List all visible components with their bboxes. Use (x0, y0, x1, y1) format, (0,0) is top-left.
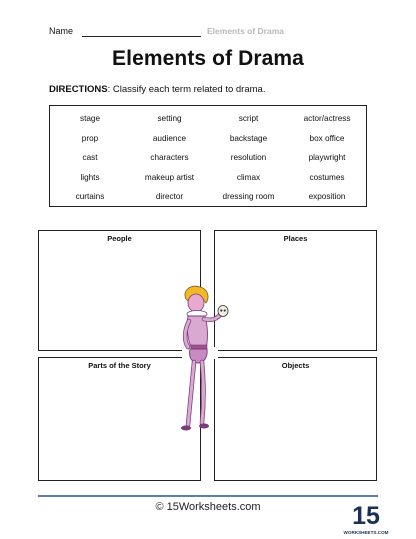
word-bank-term: curtains (75, 192, 105, 201)
objects-box-title: Objects (281, 361, 310, 370)
footer-divider (38, 495, 378, 497)
word-bank-term: director (155, 192, 184, 201)
word-bank-term: actor/actress (303, 114, 351, 123)
word-bank-term: audience (152, 133, 187, 143)
directions-label: DIRECTIONS (49, 84, 108, 95)
story-box-title: Parts of the Story (88, 361, 151, 370)
word-bank-term: script (238, 114, 259, 123)
people-box-title: People (107, 234, 132, 243)
word-bank-term: characters (150, 153, 189, 162)
word-bank-term: cast (82, 153, 98, 162)
actor-with-skull-illustration (160, 285, 240, 435)
logo-number: 15 (352, 502, 380, 530)
directions-text: : Classify each term related to drama. (107, 84, 266, 95)
word-bank-term: climax (236, 172, 261, 182)
word-bank-term: dressing room (222, 192, 275, 201)
word-bank-term: stage (79, 114, 101, 123)
page-title: Elements of Drama (112, 47, 304, 70)
word-bank-term: box office (309, 133, 345, 143)
worksheets-logo (343, 500, 389, 537)
word-bank-term: backstage (229, 133, 268, 143)
word-bank-term: makeup artist (144, 172, 195, 182)
word-bank-term: costumes (309, 172, 345, 182)
places-box-title: Places (283, 234, 308, 243)
word-bank-grid (50, 113, 366, 211)
directions (49, 84, 265, 95)
word-bank-term: playwright (308, 153, 346, 162)
logo-text: WORKSHEETS.COM (343, 530, 389, 535)
word-bank-term: lights (80, 172, 100, 182)
word-bank-term: prop (81, 133, 99, 143)
word-bank-term: setting (157, 114, 182, 123)
footer-copyright: © 15Worksheets.com (155, 501, 261, 513)
name-field[interactable] (82, 36, 201, 37)
name-label: Name (49, 26, 74, 36)
word-bank-term: exposition (308, 192, 346, 201)
word-bank-term: resolution (230, 153, 267, 162)
name-row (49, 25, 379, 39)
header-subtitle: Elements of Drama (207, 26, 284, 36)
word-bank (49, 105, 367, 207)
